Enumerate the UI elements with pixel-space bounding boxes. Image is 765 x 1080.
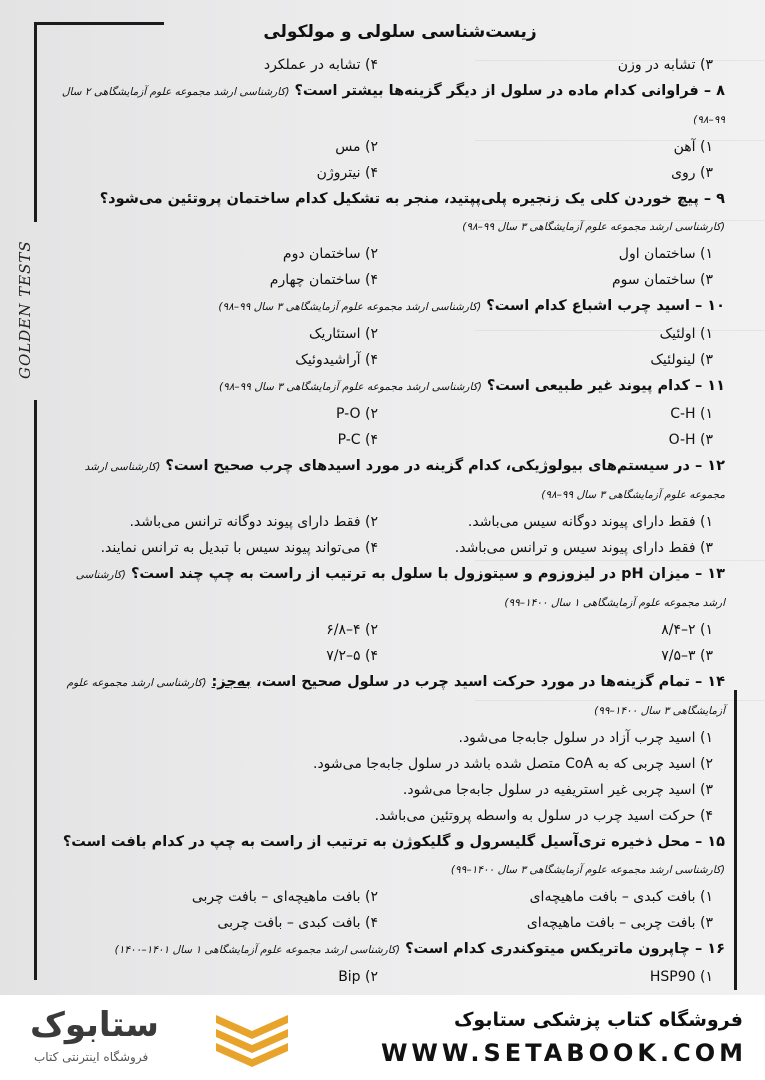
option: ۴) ساختمان چهارم [269, 272, 378, 288]
option: ۴) حرکت اسید چرب در سلول به واسطه پروتئین می‌باشد. [374, 808, 713, 824]
question-number: ۱۰ [707, 298, 725, 314]
question-text: – اسید چرب اشباع کدام است؟ [486, 298, 703, 314]
logo-wordmark: ستابوک [30, 1005, 159, 1045]
question-source: (کارشناسی ارشد مجموعه علوم آزمایشگاهی ۳ سال ۱۴۰۰–۹۹) [450, 864, 725, 876]
question-text: – فراوانی کدام ماده در سلول از دیگر گزینه‌ها بیشتر است؟ [294, 83, 712, 99]
options-grid [55, 884, 725, 936]
question-stem [55, 561, 725, 617]
option: ۲) اسید چربی که به CoA متصل شده باشد در سلول جابه‌جا می‌شود. [313, 756, 713, 772]
option: ۱) بافت کبدی – بافت ماهیچه‌ای [529, 889, 713, 905]
store-url[interactable]: WWW.SETABOOK.COM [380, 1039, 747, 1067]
option: ۱) آهن [673, 139, 713, 155]
question-stem [55, 78, 725, 134]
question-text: – پیچ خوردن کلی یک زنجیره پلی‌پپتید، منجر به تشکیل کدام ساختمان پروتئین می‌شود؟ [99, 191, 712, 207]
option: ۲) فقط دارای پیوند دوگانه ترانس می‌باشد. [129, 514, 378, 530]
question-source: (کارشناسی ارشد مجموعه علوم آزمایشگاهی ۱ سال ۱۴۰۱–۱۴۰۰) [114, 944, 400, 956]
question-number: ۹ [716, 191, 725, 207]
option: ۱) اسید چرب آزاد در سلول جابه‌جا می‌شود. [458, 730, 713, 746]
options-grid [55, 509, 725, 561]
option: ۳) بافت چربی – بافت ماهیچه‌ای [526, 915, 713, 931]
option: HSP90 (۱ [649, 969, 713, 985]
options-grid [55, 617, 725, 669]
question-source: (کارشناسی ارشد مجموعه علوم آزمایشگاهی ۳ سال ۱۴۰۰–۹۹) [66, 677, 725, 717]
option: ۳) لینولئیک [650, 352, 713, 368]
right-rule [734, 690, 737, 990]
option: ۲) ۴–۶/۸ [326, 622, 378, 638]
option: P-O (۲ [335, 406, 378, 422]
option: ۲) استئاریک [309, 326, 378, 342]
option: P-C (۴ [337, 432, 378, 448]
question-text: – محل ذخیره تری‌آسیل گلیسرول و گلیکوژن به ترتیب از راست به چپ در کدام بافت است؟ [62, 834, 703, 850]
question-source: (کارشناسی ارشد مجموعه علوم آزمایشگاهی ۱ سال ۱۴۰۰–۹۹) [75, 569, 725, 609]
question-list [55, 52, 725, 995]
question-text: – در سیستم‌های بیولوژیکی، کدام گزینه در مورد اسیدهای چرب صحیح است؟ [165, 458, 703, 474]
option: ۳) روی [671, 165, 713, 181]
question-source: (کارشناسی ارشد مجموعه علوم آزمایشگاهی ۳ سال ۹۹–۹۸) [219, 381, 482, 393]
options-grid [55, 401, 725, 453]
question-stem [55, 373, 725, 401]
option: ۳) فقط دارای پیوند سیس و ترانس می‌باشد. [454, 540, 713, 556]
option: ۱) ساختمان اول [618, 246, 713, 262]
spine-bar-bottom [34, 400, 37, 980]
option: O-H (۳ [668, 432, 713, 448]
option: ۴) تشابه در عملکرد [263, 57, 378, 73]
question-number: ۱۳ [707, 566, 725, 582]
options-grid [55, 964, 725, 995]
page-title: زیست‌شناسی سلولی و مولکولی [263, 22, 537, 42]
question-text: – کدام پیوند غیر طبیعی است؟ [486, 378, 703, 394]
question-text: – چاپرون ماتریکس میتوکندری کدام است؟ [405, 941, 703, 957]
option: ۳) ۳–۷/۵ [661, 648, 713, 664]
option: ۴) آراشیدوئیک [295, 352, 378, 368]
option: ۴) نیتروژن [316, 165, 378, 181]
option: ۴) بافت کبدی – بافت چربی [217, 915, 378, 931]
question-stem [55, 453, 725, 509]
option: ۱) ۲–۸/۴ [661, 622, 713, 638]
option: ۲) مس [335, 139, 378, 155]
question-number: ۱۲ [707, 458, 725, 474]
question-source: (کارشناسی ارشد مجموعه علوم آزمایشگاهی ۳ سال ۹۹–۹۸) [84, 461, 725, 501]
spine-bar-top-cap [34, 22, 164, 25]
question-stem [55, 669, 725, 725]
option: ۳) تشابه در وزن [617, 57, 713, 73]
question-emphasis: به‌جز: [211, 674, 252, 690]
question-number: ۱۱ [707, 378, 725, 394]
option: ۳) ساختمان سوم [611, 272, 713, 288]
options-grid [55, 321, 725, 373]
book-stack-logo-icon [210, 1007, 294, 1069]
question-number: ۱۶ [707, 941, 725, 957]
option: ۲) بافت ماهیچه‌ای – بافت چربی [191, 889, 378, 905]
question-stem [55, 293, 725, 321]
options-grid [55, 241, 725, 293]
question-text: – میزان pH در لیزوزوم و سیتوزول با سلول به ترتیب از راست به چپ چند است؟ [130, 566, 703, 582]
store-footer [0, 995, 765, 1080]
option: C-H (۱ [670, 406, 713, 422]
option: ۱) فقط دارای پیوند دوگانه سیس می‌باشد. [467, 514, 713, 530]
question-source: (کارشناسی ارشد مجموعه علوم آزمایشگاهی ۳ سال ۹۹–۹۸) [462, 221, 725, 233]
spine-label: GOLDEN TESTS [16, 240, 34, 380]
question-stem [55, 936, 725, 964]
spine-bar-top [34, 22, 37, 222]
question-stem [55, 829, 725, 884]
option: Bip (۲ [338, 969, 378, 985]
top-options [55, 52, 725, 78]
option: ۲) ساختمان دوم [282, 246, 378, 262]
options-grid [55, 725, 725, 829]
options-grid [55, 134, 725, 186]
question-number: ۱۴ [707, 674, 725, 690]
store-name: فروشگاه کتاب پزشکی ستابوک [453, 1009, 743, 1031]
logo-tagline: فروشگاه اینترنتی کتاب [34, 1050, 149, 1064]
question-stem [55, 186, 725, 241]
question-text: – تمام گزینه‌ها در مورد حرکت اسید چرب در سلول صحیح است، [256, 674, 703, 690]
question-number: ۱۵ [707, 834, 725, 850]
question-source: (کارشناسی ارشد مجموعه علوم آزمایشگاهی ۲ سال ۹۹–۹۸) [61, 86, 725, 126]
question-number: ۸ [716, 83, 725, 99]
option: ۳) اسید چربی غیر استریفیه در سلول جابه‌جا می‌شود. [402, 782, 713, 798]
question-source: (کارشناسی ارشد مجموعه علوم آزمایشگاهی ۳ سال ۹۹–۹۸) [218, 301, 482, 313]
option: ۴) می‌تواند پیوند سیس با تبدیل به ترانس نمایند. [100, 540, 378, 556]
option: ۴) ۵–۷/۲ [326, 648, 378, 664]
option: ۱) اولئیک [659, 326, 713, 342]
